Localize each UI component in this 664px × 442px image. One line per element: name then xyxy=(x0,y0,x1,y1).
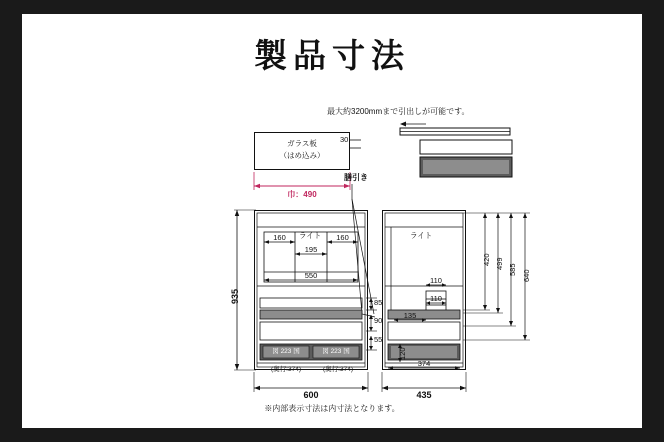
dim-374: 374 xyxy=(417,359,431,368)
dim-420: 420 xyxy=(482,253,491,266)
height-935-label: 935 xyxy=(230,288,240,304)
drawer-pull-note: 最大約3200mmまで引出しが可能です。 xyxy=(327,107,470,116)
dim-160-right: 160 xyxy=(336,233,349,242)
dim-640: 640 xyxy=(522,269,531,282)
dim-195: 195 xyxy=(304,245,318,254)
glass-panel-label-1: ガラス板 xyxy=(287,139,317,148)
light-side-label: ライト xyxy=(410,231,433,240)
depth-left-label: (奥行:374) xyxy=(271,366,301,373)
dim-585: 585 xyxy=(508,263,517,276)
light-front-label: ライト xyxy=(299,231,322,240)
drawer-right-label: 図 223 国 xyxy=(322,348,350,355)
glass-thickness-label: 30 xyxy=(340,135,349,144)
dim-55: 55 xyxy=(374,335,383,344)
glass-width-label: 巾：490 xyxy=(287,190,317,199)
dim-135: 135 xyxy=(403,311,417,320)
dim-90: 90 xyxy=(374,316,383,325)
dim-110-lower: 110 xyxy=(430,294,442,303)
zen-hiki-label: 膳引き xyxy=(344,173,368,182)
drawer-left-label: 図 223 国 xyxy=(272,348,300,355)
drawing-sheet xyxy=(22,14,642,428)
side-view-detail xyxy=(22,14,642,428)
glass-panel-label-2: （はめ込み） xyxy=(279,151,325,160)
dim-550: 550 xyxy=(304,271,318,280)
width-435-label: 435 xyxy=(416,390,432,400)
dim-110-upper: 110 xyxy=(430,276,442,285)
dim-499: 499 xyxy=(495,257,504,270)
width-600-label: 600 xyxy=(303,390,319,400)
page-title: 製品寸法 xyxy=(254,39,410,75)
depth-right-label: (奥行:374) xyxy=(323,366,353,373)
dim-85: 85 xyxy=(374,298,383,307)
dim-120: 120 xyxy=(398,347,407,360)
footer-note: ※内部表示寸法は内寸法となります。 xyxy=(264,404,400,413)
dim-160-left: 160 xyxy=(273,233,286,242)
